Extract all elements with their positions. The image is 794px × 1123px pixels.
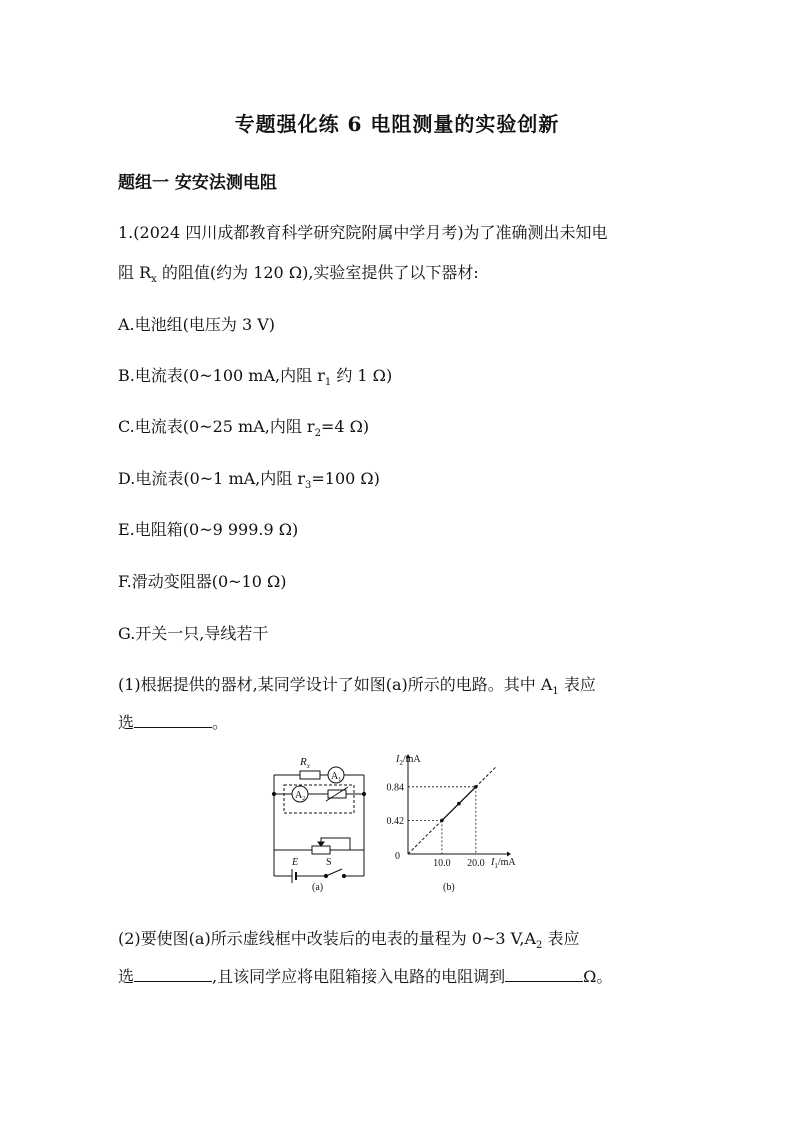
- option-b: B.电流表(0~100 mA,内阻 $r_1$ 约 1 Ω): [118, 366, 393, 389]
- option-e: E.电阻箱(0~9 999.9 Ω): [118, 520, 299, 539]
- answer-blank-3[interactable]: [505, 966, 583, 982]
- data-point: [474, 785, 478, 789]
- rx-resistor: [300, 771, 320, 779]
- x-tick-label: 20.0: [467, 858, 485, 869]
- label-a2: $A_2$: [295, 790, 306, 802]
- y-tick-label: 0.42: [386, 815, 404, 827]
- answer-blank-2[interactable]: [134, 966, 212, 982]
- y-axis-label: $I_2/mA$: [396, 754, 421, 767]
- answer-blank-1[interactable]: [134, 712, 212, 728]
- circuit-diagram: [262, 748, 382, 894]
- option-d: D.电流表(0~1 mA,内阻 $r_3=100$ Ω): [118, 469, 380, 492]
- part-2-line-1: (2)要使图(a)所示虚线框中改装后的电表的量程为 0~3 $V,A_2$ 表应: [118, 929, 580, 952]
- label-a1: $A_1$: [331, 771, 342, 783]
- origin-label: 0: [395, 851, 400, 862]
- option-f: F.滑动变阻器(0~10 Ω): [118, 572, 287, 591]
- part-1-line-2: 选 。: [118, 713, 229, 732]
- graph-b: [378, 748, 528, 894]
- switch: [326, 869, 342, 876]
- x-tick-label: 10.0: [433, 858, 451, 869]
- part-1-line-1: (1)根据提供的器材,某同学设计了如图(a)所示的电路。其中 $A_1$ 表应: [118, 675, 596, 698]
- data-point: [440, 819, 444, 823]
- x-axis-label: $I_1/mA$: [491, 857, 516, 870]
- x-axis-arrow: [507, 852, 511, 857]
- option-a: A.电池组(电压为 3 V): [118, 315, 276, 334]
- caption-b: (b): [443, 882, 455, 893]
- label-e: E: [292, 857, 299, 868]
- option-c: C.电流表(0~25 mA,内阻 $r_2=4$ Ω): [118, 417, 370, 440]
- label-s: S: [326, 857, 332, 868]
- rheostat: [312, 846, 330, 854]
- y-tick-label: 0.84: [386, 782, 404, 794]
- section-heading: 题组一 安安法测电阻: [118, 173, 277, 193]
- question-1-line-2: 阻 $R_x$ 的阻值(约为 120 Ω),实验室提供了以下器材:: [118, 263, 479, 286]
- part-2-line-2: 选 ,且该同学应将电阻箱接入电路的电阻调到 Ω。: [118, 967, 613, 986]
- label-rx: $R_x$: [300, 756, 310, 770]
- caption-a: (a): [312, 882, 324, 893]
- data-point: [457, 802, 461, 806]
- option-g: G.开关一只,导线若干: [118, 624, 269, 643]
- question-1-line-1: 1.(2024 四川成都教育科学研究院附属中学月考)为了准确测出未知电: [118, 223, 608, 242]
- page-title: 专题强化练 6 电阻测量的实验创新: [234, 112, 560, 136]
